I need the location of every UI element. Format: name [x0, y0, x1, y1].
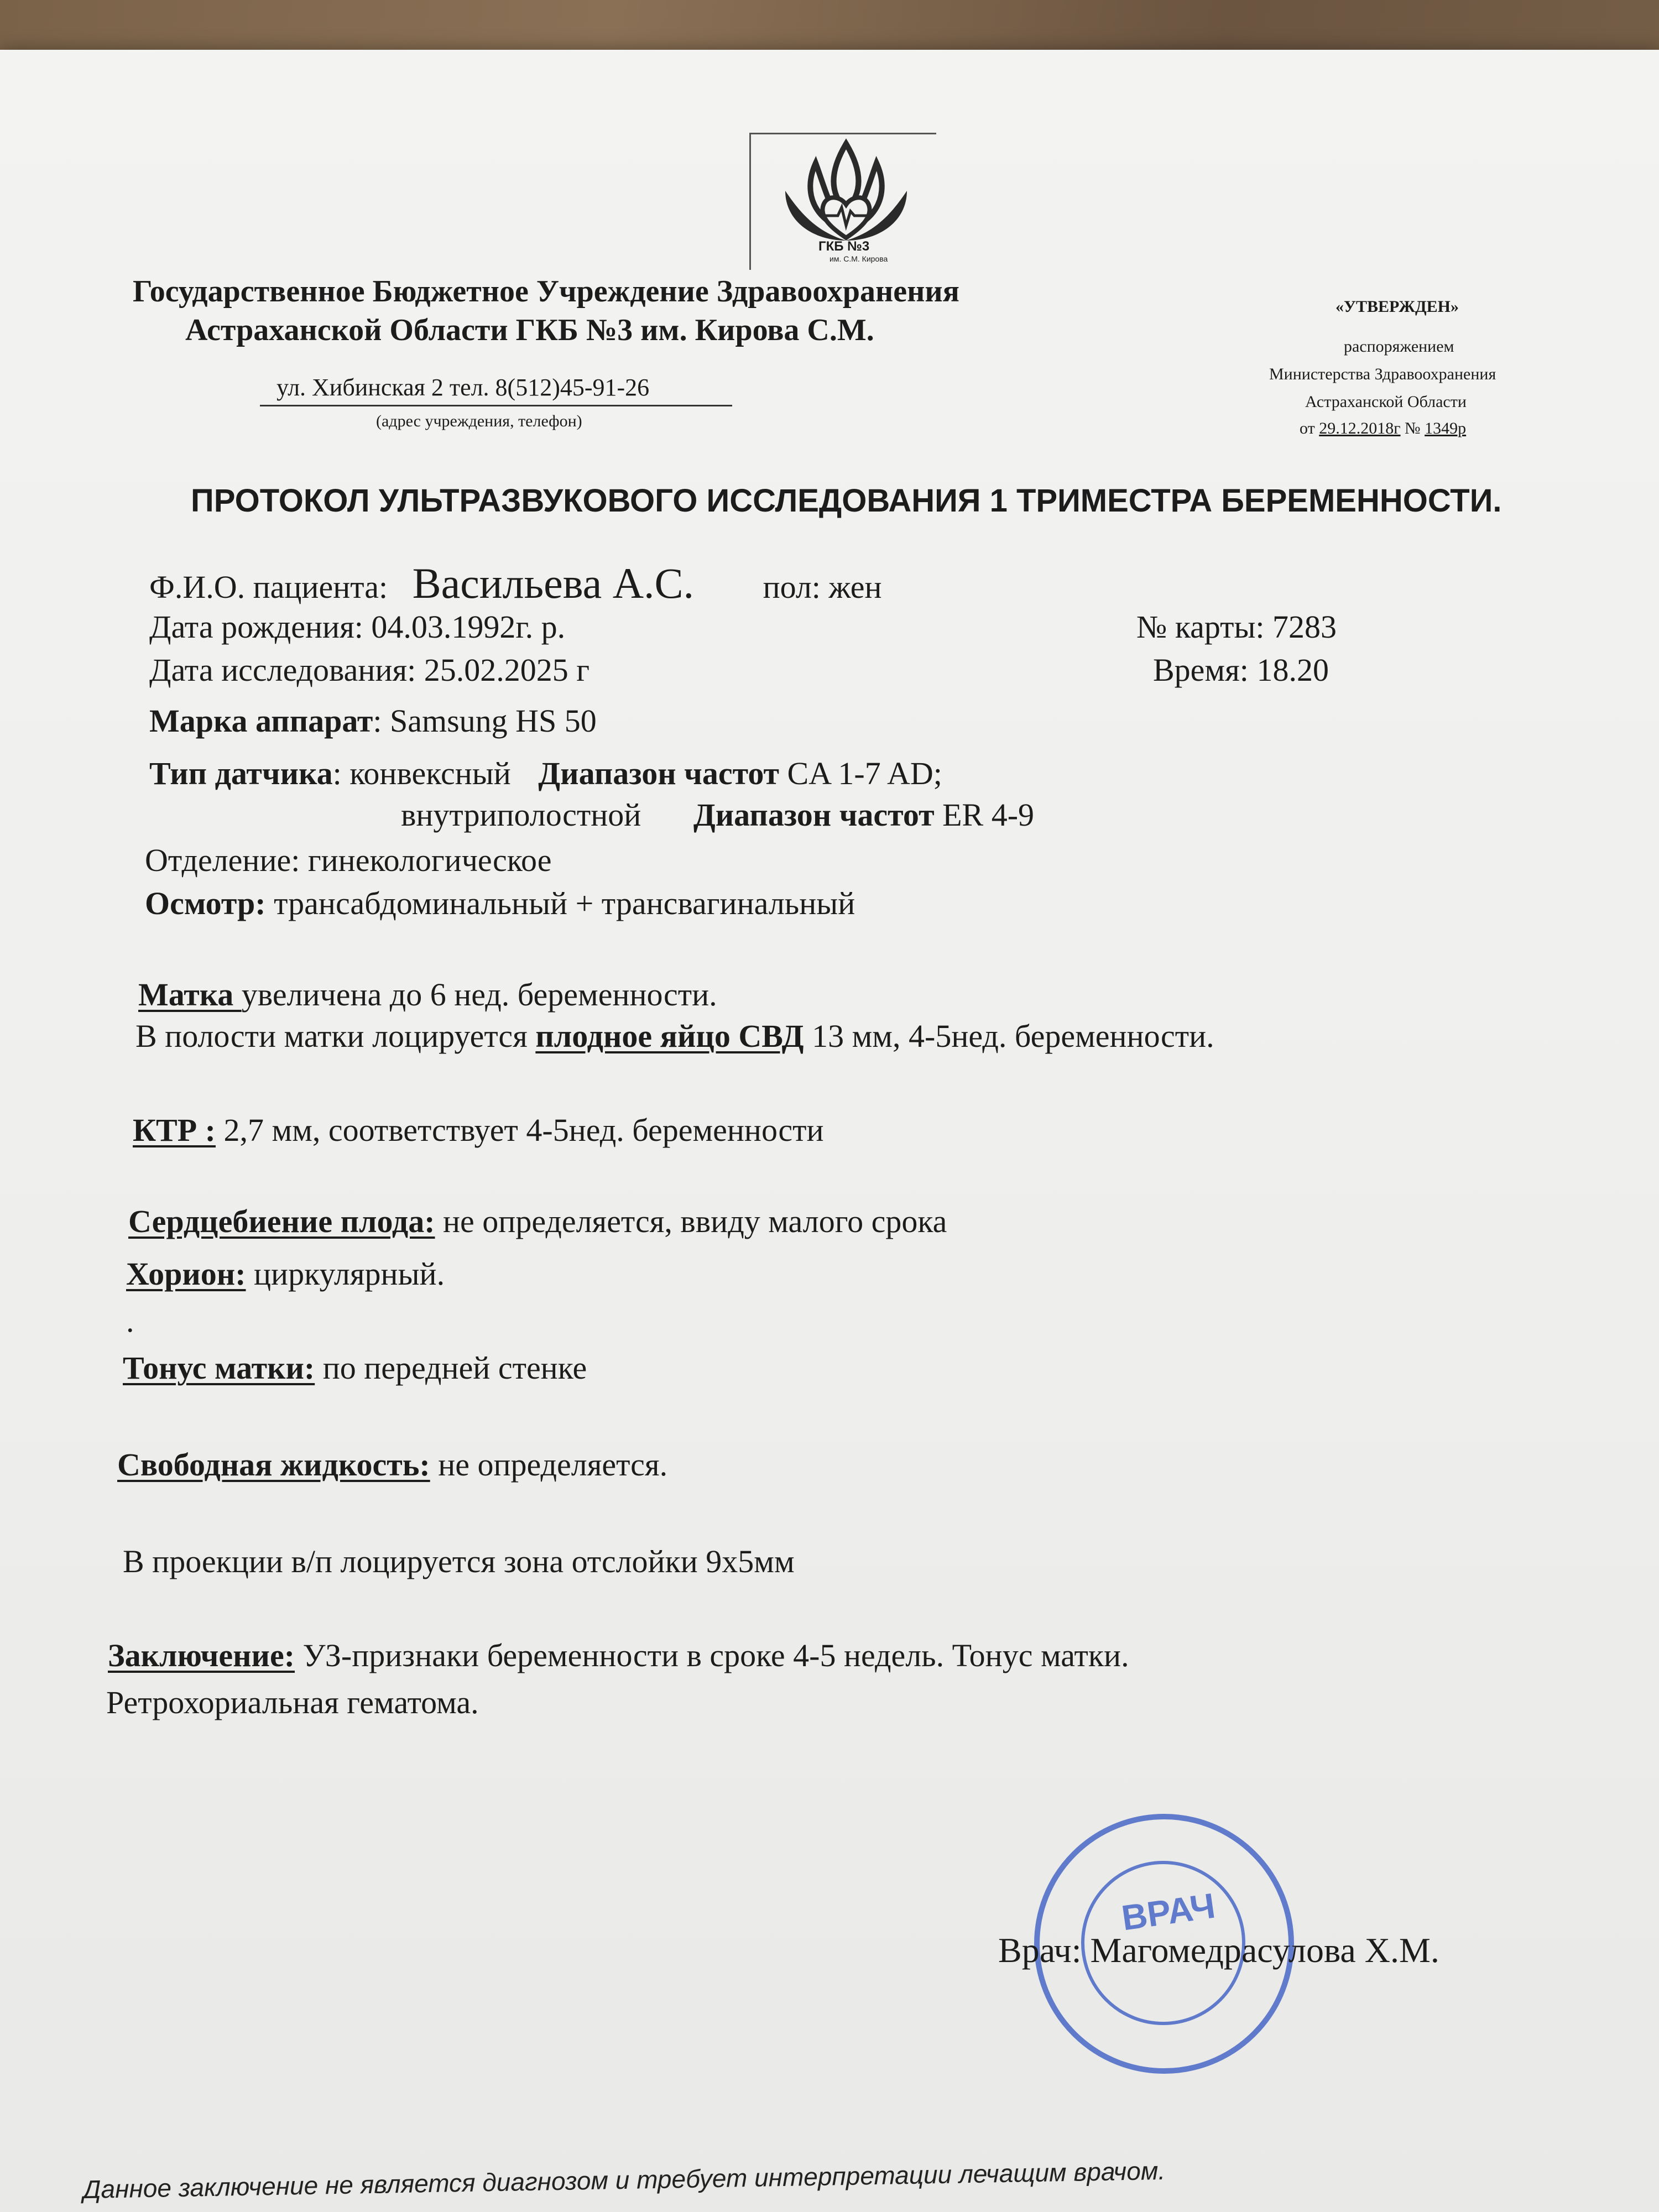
freq1-value: CA 1-7 AD;	[787, 755, 942, 791]
ktr-label: КТР :	[133, 1112, 216, 1148]
tone-line	[123, 1349, 587, 1386]
exam-time-line	[1153, 651, 1329, 688]
ktr-value: 2,7 мм, соответствует 4-5нед. беременности	[215, 1112, 824, 1148]
logo-caption-sub: им. С.М. Кирова	[830, 254, 888, 263]
institution-address: ул. Хибинская 2 тел. 8(512)45-91-26	[260, 373, 732, 406]
card-number-label: № карты:	[1136, 609, 1265, 645]
department: Отделение: гинекологическое	[145, 842, 552, 878]
approval-line3: Астраханской Области	[1305, 393, 1467, 411]
approval-number: 1349р	[1425, 419, 1467, 437]
sex-value: жен	[828, 569, 882, 605]
approval-line1: распоряжением	[1344, 337, 1454, 356]
fluid-line	[117, 1446, 667, 1483]
exam-type-label: Осмотр:	[145, 885, 266, 921]
approval-date-prefix: от	[1300, 419, 1315, 437]
conclusion-text2: Ретрохориальная гематома.	[106, 1684, 479, 1720]
uterus-label: Матка	[138, 977, 242, 1013]
exam-time-value: 18.20	[1256, 652, 1329, 688]
tone-label: Тонус матки:	[123, 1350, 315, 1386]
cavity-value: 13 мм, 4-5нед. беременности.	[804, 1018, 1214, 1054]
heartbeat-label: Сердцебиение плода:	[128, 1203, 435, 1239]
patient-name-label: Ф.И.О. пациента:	[149, 569, 388, 605]
doctor-signature: Врач: Магомедрасулова Х.М.	[998, 1931, 1439, 1970]
conclusion-line1	[108, 1637, 1129, 1674]
uterus-value: увеличена до 6 нед. беременности.	[241, 977, 717, 1013]
ktr-line	[133, 1112, 824, 1149]
sex-label: пол:	[763, 569, 821, 605]
conclusion-text1: УЗ-признаки беременности в сроке 4-5 недель. Тонус матки.	[295, 1637, 1129, 1673]
device-value: : Samsung HS 50	[373, 703, 597, 739]
sensor1-value: : конвексный	[332, 755, 511, 791]
institution-name-line1: Государственное Бюджетное Учреждение Здравоохранения	[133, 274, 959, 309]
institution-name-line2: Астраханской Области ГКБ №3 им. Кирова С.М.	[185, 313, 874, 347]
approval-number-prefix: №	[1405, 419, 1421, 437]
birth-date-label: Дата рождения:	[149, 609, 363, 645]
tone-value: по передней стенке	[315, 1350, 587, 1386]
device-label: Марка аппарат	[149, 703, 373, 739]
sensor-label: Тип датчика	[149, 755, 333, 791]
birth-date-value: 04.03.1992г. р.	[371, 609, 566, 645]
chorion-value: циркулярный.	[246, 1256, 445, 1292]
chorion-label: Хорион:	[126, 1256, 246, 1292]
exam-date-label: Дата исследования:	[149, 652, 416, 688]
approval-title: «УТВЕРЖДЕН»	[1335, 298, 1459, 316]
exam-date-value: 25.02.2025 г	[424, 652, 590, 688]
approval-date-line	[1300, 419, 1466, 438]
exam-type-value: трансабдоминальный + трансвагинальный	[274, 885, 855, 921]
address-caption: (адрес учреждения, телефон)	[376, 412, 582, 430]
fluid-value: не определяется.	[430, 1447, 668, 1483]
cavity-label: плодное яйцо СВД	[535, 1018, 804, 1054]
footer-disclaimer: Данное заключение не является диагнозом и требует интерпретации лечащим врачом.	[82, 2156, 1166, 2204]
heartbeat-line	[128, 1203, 947, 1240]
patient-name-line	[149, 559, 882, 608]
approval-date: 29.12.2018г	[1319, 419, 1401, 437]
logo-caption-main: ГКБ №3	[818, 239, 870, 254]
device-line	[149, 702, 597, 739]
card-number-line	[1136, 608, 1337, 645]
freq2-label: Диапазон частот	[693, 797, 935, 833]
stray-dot: .	[126, 1303, 134, 1339]
uterus-line	[138, 976, 717, 1013]
heartbeat-value: не определяется, ввиду малого срока	[435, 1203, 947, 1239]
exam-time-label: Время:	[1153, 652, 1249, 688]
protocol-title: ПРОТОКОЛ УЛЬТРАЗВУКОВОГО ИССЛЕДОВАНИЯ 1 ТРИМЕСТРА БЕРЕМЕННОСТИ.	[191, 483, 1502, 519]
chorion-line	[126, 1255, 445, 1292]
projection-line: В проекции в/п лоцируется зона отслойки 9х5мм	[123, 1543, 795, 1579]
exam-date-line	[149, 651, 589, 688]
birth-date-line	[149, 608, 565, 645]
freq2-value: ER 4-9	[942, 797, 1035, 833]
freq1-label: Диапазон частот	[538, 755, 780, 791]
stamp-center-text: ВРАЧ	[1119, 1885, 1218, 1938]
sensor-line2	[401, 796, 1034, 833]
sensor-line1	[149, 755, 942, 792]
fluid-label: Свободная жидкость:	[117, 1447, 430, 1483]
cavity-prefix: В полости матки лоцируется	[135, 1018, 536, 1054]
cavity-line	[135, 1018, 1214, 1055]
sensor2-value: внутриполостной	[401, 797, 641, 833]
patient-name-value: Васильева А.С.	[412, 559, 695, 607]
exam-type-line	[145, 885, 855, 922]
card-number-value: 7283	[1272, 609, 1337, 645]
conclusion-label: Заключение:	[108, 1637, 295, 1673]
approval-line2: Министерства Здравоохранения	[1269, 365, 1496, 383]
